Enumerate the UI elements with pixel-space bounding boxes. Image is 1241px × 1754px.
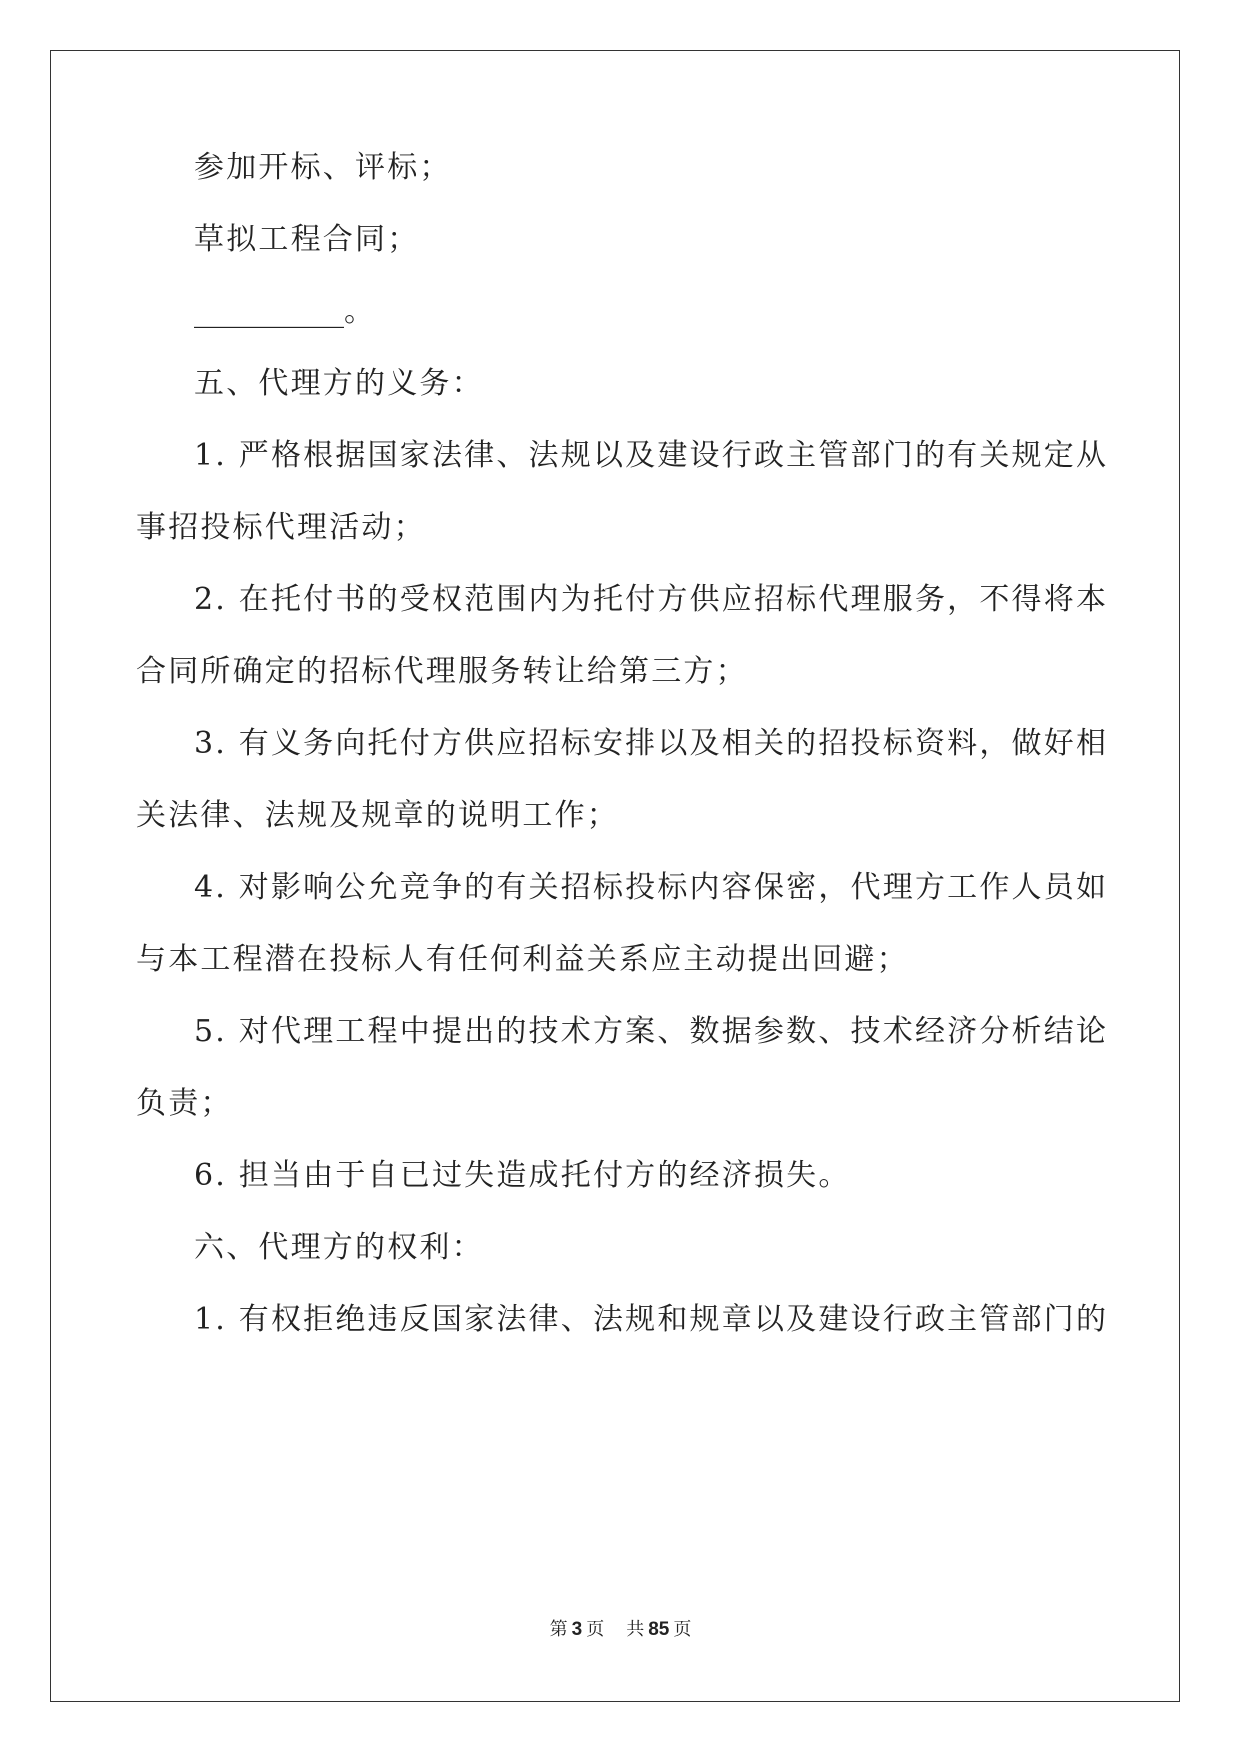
footer-page-suffix: 页 xyxy=(586,1619,605,1640)
text-line: 5. 对代理工程中提出的技术方案、数据参数、技术经济分析结论 xyxy=(194,1014,1109,1049)
text-line: 2. 在托付书的受权范围内为托付方供应招标代理服务，不得将本 xyxy=(194,582,1109,617)
blank-line: __________。 xyxy=(194,294,374,329)
text-line: 事招投标代理活动； xyxy=(136,510,426,545)
footer-total-prefix: 共 xyxy=(626,1619,645,1640)
text-line: 草拟工程合同； xyxy=(194,222,420,257)
text-line: 4. 对影响公允竞争的有关招标投标内容保密，代理方工作人员如 xyxy=(194,870,1109,905)
section-heading: 六、代理方的权利： xyxy=(194,1230,484,1265)
text-line: 与本工程潜在投标人有任何利益关系应主动提出回避； xyxy=(136,942,909,977)
footer-prefix: 第 xyxy=(549,1619,568,1640)
text-line: 3. 有义务向托付方供应招标安排以及相关的招投标资料，做好相 xyxy=(194,726,1109,761)
footer-total-suffix: 页 xyxy=(673,1619,692,1640)
section-heading: 五、代理方的义务： xyxy=(194,366,484,401)
page-number: 3 xyxy=(571,1619,583,1640)
text-line: 1. 有权拒绝违反国家法律、法规和规章以及建设行政主管部门的 xyxy=(194,1302,1109,1337)
page-footer xyxy=(0,1618,1241,1642)
text-line: 参加开标、评标； xyxy=(194,150,452,185)
total-pages: 85 xyxy=(648,1619,670,1640)
text-line: 合同所确定的招标代理服务转让给第三方； xyxy=(136,654,748,689)
text-line: 关法律、法规及规章的说明工作； xyxy=(136,798,619,833)
text-line: 6. 担当由于自已过失造成托付方的经济损失。 xyxy=(194,1158,851,1193)
text-line: 负责； xyxy=(136,1086,233,1121)
text-line: 1. 严格根据国家法律、法规以及建设行政主管部门的有关规定从 xyxy=(194,438,1109,473)
